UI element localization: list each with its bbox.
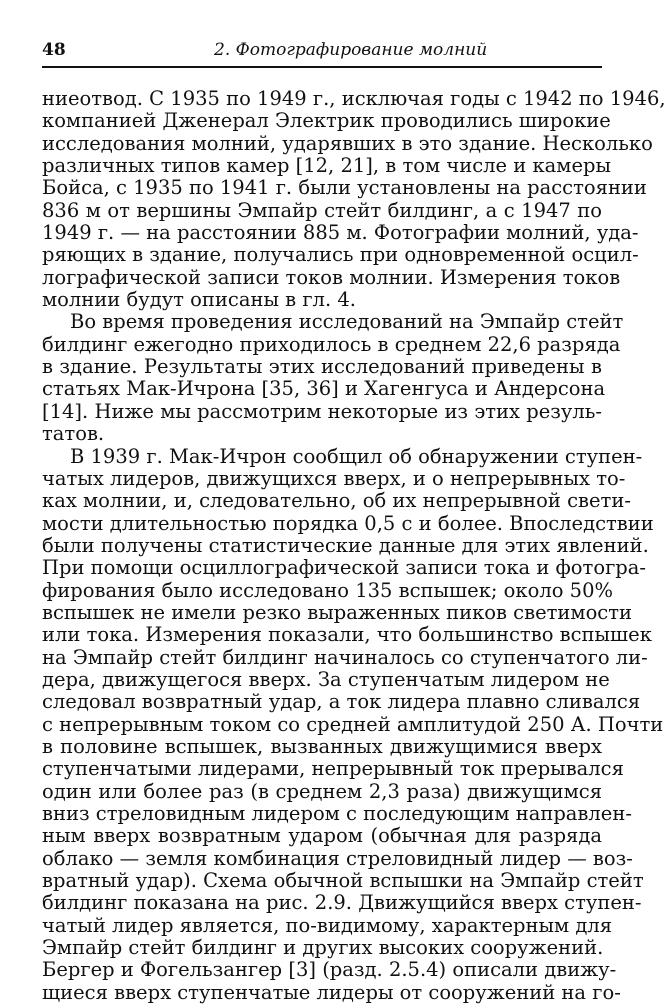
- text-line: различных типов камер [12, 21], в том числе и камеры: [42, 155, 602, 177]
- text-line: облако — земля комбинация стреловидный лидер — воз-: [42, 848, 602, 870]
- text-line: дера, движущегося вверх. За ступенчатым лидером не: [42, 669, 602, 691]
- text-line: компанией Дженерал Электрик проводились широкие: [42, 110, 602, 132]
- text-line: Во время проведения исследований на Эмпайр стейт: [42, 311, 602, 333]
- text-line: 836 м от вершины Эмпайр стейт билдинг, а с 1947 по: [42, 200, 602, 222]
- text-line: чатый лидер является, по-видимому, характерным для: [42, 915, 602, 937]
- text-line: лографической записи токов молнии. Измерения токов: [42, 267, 602, 289]
- paragraph: [42, 88, 602, 311]
- text-line: 1949 г. — на расстоянии 885 м. Фотографии молний, уда-: [42, 222, 602, 244]
- text-line: ряющих в здание, получались при одновременной осцил-: [42, 244, 602, 266]
- text-line: Эмпайр стейт билдинг и других высоких сооружений.: [42, 937, 602, 959]
- text-line: вратный удар). Схема обычной вспышки на Эмпайр стейт: [42, 870, 602, 892]
- text-line: татов.: [42, 423, 602, 445]
- text-line: билдинг ежегодно приходилось в среднем 22,6 разряда: [42, 334, 602, 356]
- text-line: ным вверх возвратным ударом (обычная для разряда: [42, 825, 602, 847]
- page-header: [42, 40, 602, 66]
- text-line: ступенчатыми лидерами, непрерывный ток прерывался: [42, 758, 602, 780]
- text-line: молнии будут описаны в гл. 4.: [42, 289, 602, 311]
- page-number: 48: [42, 40, 66, 60]
- text-line: При помощи осциллографической записи тока и фотогра-: [42, 557, 602, 579]
- header-rule: [42, 66, 602, 68]
- text-line: фирования было исследовано 135 вспышек; около 50%: [42, 580, 602, 602]
- paragraph: [42, 311, 602, 445]
- paragraph: [42, 446, 602, 1004]
- text-line: Бергер и Фогельзангер [3] (разд. 2.5.4) описали движу-: [42, 959, 602, 981]
- text-line: билдинг показана на рис. 2.9. Движущийся вверх ступен-: [42, 892, 602, 914]
- text-line: мости длительностью порядка 0,5 с и более. Впоследствии: [42, 513, 602, 535]
- text-line: ках молнии, и, следовательно, об их непрерывной свети-: [42, 490, 602, 512]
- text-line: с непрерывным током со средней амплитудой 250 А. Почти: [42, 714, 602, 736]
- text-line: вспышек не имели резко выраженных пиков светимости: [42, 602, 602, 624]
- text-line: В 1939 г. Мак-Ичрон сообщил об обнаружении ступен-: [42, 446, 602, 468]
- text-line: следовал возвратный удар, а ток лидера плавно сливался: [42, 691, 602, 713]
- text-line: ниеотвод. С 1935 по 1949 г., исключая годы с 1942 по 1946,: [42, 88, 602, 110]
- body-text: [42, 88, 602, 1004]
- text-line: в здание. Результаты этих исследований приведены в: [42, 356, 602, 378]
- text-line: вниз стреловидным лидером с последующим направлен-: [42, 803, 602, 825]
- text-line: щиеся вверх ступенчатые лидеры от сооружений на го-: [42, 982, 602, 1004]
- text-line: [14]. Ниже мы рассмотрим некоторые из этих резуль-: [42, 401, 602, 423]
- text-line: один или более раз (в среднем 2,3 раза) движущимся: [42, 781, 602, 803]
- text-line: в половине вспышек, вызванных движущимися вверх: [42, 736, 602, 758]
- text-line: статьях Мак-Ичрона [35, 36] и Хагенгуса и Андерсона: [42, 378, 602, 400]
- text-line: Бойса, с 1935 по 1941 г. были установлены на расстоянии: [42, 177, 602, 199]
- text-line: или тока. Измерения показали, что большинство вспышек: [42, 624, 602, 646]
- text-line: на Эмпайр стейт билдинг начиналось со ступенчатого ли-: [42, 647, 602, 669]
- text-line: чатых лидеров, движущихся вверх, и о непрерывных то-: [42, 468, 602, 490]
- text-line: исследования молний, ударявших в это здание. Несколько: [42, 133, 602, 155]
- running-head: 2. Фотографирование молний: [214, 40, 487, 60]
- text-line: были получены статистические данные для этих явлений.: [42, 535, 602, 557]
